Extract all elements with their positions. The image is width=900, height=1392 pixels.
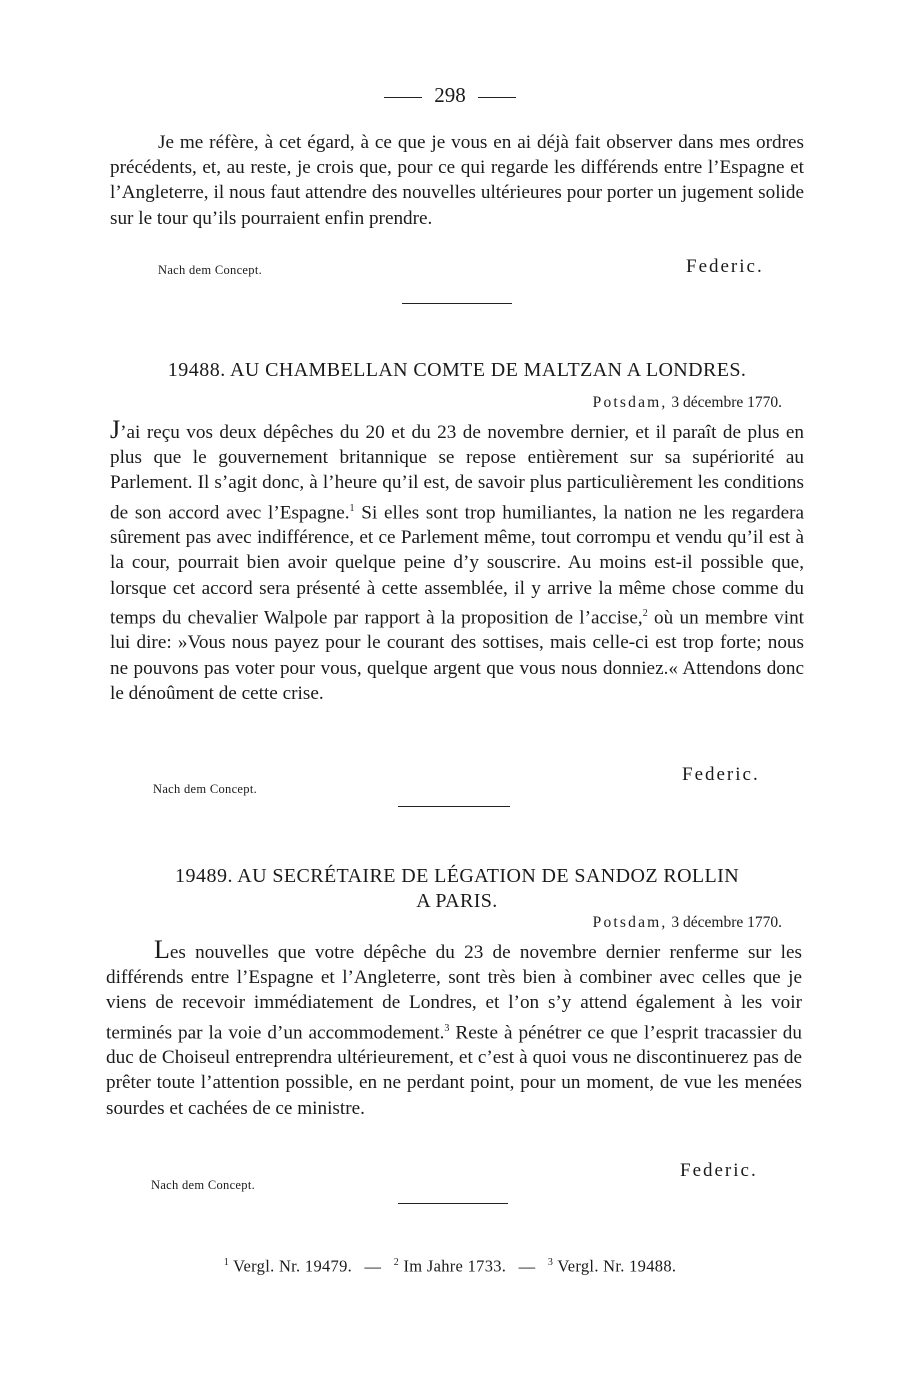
dropcap: L (154, 935, 170, 964)
letter-number: 19488. (167, 359, 226, 381)
section-divider (398, 806, 510, 807)
letter-body (110, 415, 805, 706)
letter-dateline (110, 913, 782, 933)
letter-text: es nouvelles que votre dépêche du 23 de novembre dernier renferme sur les différends entre l’Espagne et l’Angleterre, sont très bien à combiner avec celles que je viens de recevoir immédiatement de Londres, et l’on s’y attend également à les voir terminés par la voie d’un accommodement. (106, 942, 802, 1043)
letter-text-continued: Si elles sont trop humiliantes, la nation ne les regardera sûrement pas avec indifférence, et ce Parlement même, tout corrompu et vendu qu’il est à la cour, pourrait bien avoir quelque peine d’y souscrire. Au moins est-il possible que, lorsque cet accord sera présenté à cette assemblée, il y arrive la même chose comme du temps du chevalier Walpole par rapport à la proposition de l’accise, (110, 502, 804, 629)
footnote-ref: 1 (349, 502, 355, 514)
footnote-ref: 2 (642, 607, 648, 619)
footnotes (0, 1252, 900, 1278)
page-number-text: 298 (434, 83, 466, 107)
footnote-text: Vergl. Nr. 19488. (557, 1256, 677, 1276)
footnote-separator: — (364, 1256, 382, 1276)
footnote-mark: 3 (547, 1257, 554, 1268)
letter-source-note: Nach dem Concept. (153, 782, 258, 796)
footnote-text: Im Jahre 1733. (403, 1256, 507, 1276)
letter-dateline (110, 393, 782, 413)
letter-date: 3 décembre 1770. (671, 394, 782, 411)
letter-text: ’ai reçu vos deux dépêches du 20 et du 23 de novembre dernier, et il paraît de plus en plus que le gouvernement britannique se repose entièrement sur sa supériorité au Parlement. Il s’agit donc, à l’heure qu’il est, de savoir plus particulièrement les conditions de son accord avec l’Espagne. (110, 422, 804, 523)
dropcap: J (110, 415, 121, 444)
page-number (0, 82, 900, 108)
letter-body (106, 935, 802, 1121)
letter-heading (110, 358, 804, 383)
section-divider (402, 303, 512, 304)
page-number-dash-right (478, 97, 516, 98)
section-divider (398, 1203, 508, 1204)
continuation-signature: Federic. (686, 256, 764, 277)
continuation-source-note: Nach dem Concept. (158, 263, 263, 277)
footnote-text: Vergl. Nr. 19479. (233, 1256, 353, 1276)
letter-place: Potsdam, (592, 914, 668, 931)
footnote-separator: — (518, 1256, 536, 1276)
letter-recipient: AU SECRÉTAIRE DE LÉGATION DE SANDOZ ROLLIN (237, 865, 740, 887)
footnote-mark: 2 (393, 1257, 400, 1268)
letter-text-continued: où un membre vint lui dire: »Vous nous payez pour le courant des sottises, mais celle-ci est trop forte; nous ne pouvons pas voter pour vous, quelque argent que vous nous donniez.« Attendons donc le dénoûment de cette crise. (110, 607, 805, 704)
letter-heading (110, 864, 804, 914)
letter-signature: Federic. (680, 1160, 758, 1181)
letter-number: 19489. (174, 865, 233, 887)
footnote-mark: 1 (223, 1257, 230, 1268)
footnote-ref: 3 (444, 1022, 450, 1034)
letter-place: Potsdam, (592, 394, 668, 411)
continuation-paragraph: Je me réfère, à cet égard, à ce que je vous en ai déjà fait observer dans mes ordres précédents, et, au reste, je crois que, pour ce qui regarde les différends entre l’Espagne et l’Angleterre, il nous faut attendre des nouvelles ultérieures pour porter un jugement solide sur le tour qu’ils pourraient enfin prendre. (110, 132, 804, 229)
letter-source-note: Nach dem Concept. (151, 1178, 256, 1192)
letter-recipient: AU CHAMBELLAN COMTE DE MALTZAN A LONDRES. (230, 359, 747, 381)
letter-text-continued: Reste à pénétrer ce que l’esprit tracassier du duc de Choiseul entreprendra ultérieurement, et c’est à quoi vous ne discontinuerez pas de prêter toute l’attention possible, en ne perdant point, pour un moment, de vue les menées sourdes et cachées de ce ministre. (106, 1022, 802, 1119)
letter-signature: Federic. (682, 764, 760, 785)
page-number-dash-left (384, 97, 422, 98)
letter-recipient-line2: A PARIS. (416, 890, 498, 912)
letter-date: 3 décembre 1770. (671, 914, 782, 931)
